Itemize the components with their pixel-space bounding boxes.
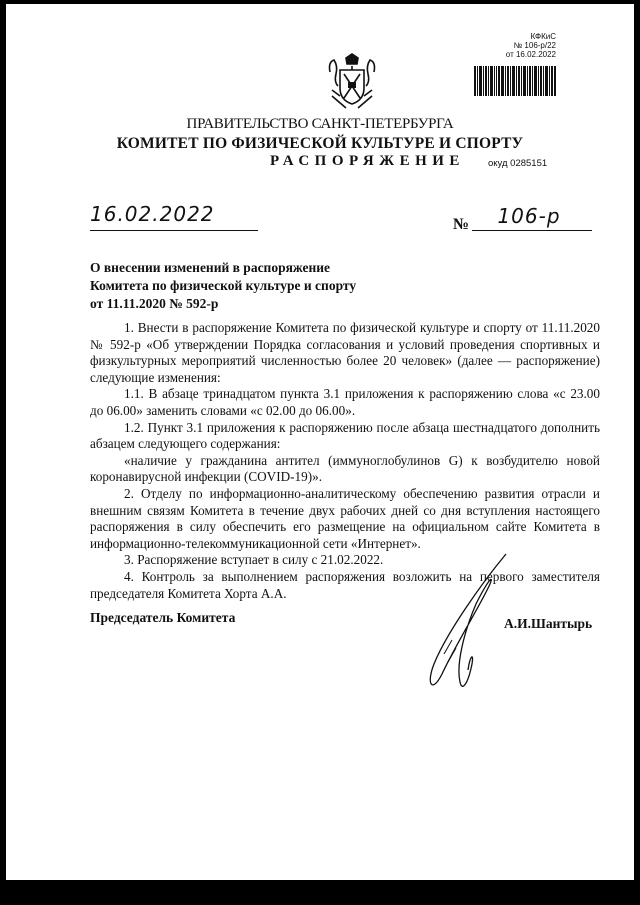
subject-line-2: Комитета по физической культуре и спорту <box>90 278 357 293</box>
paragraph-4: 4. Контроль за выполнением распоряжения возложить на первого заместителя председателя Комитета Хорта А.А. <box>90 568 600 601</box>
signatory-name: А.И.Шантырь <box>504 616 593 631</box>
handwritten-number: 106-р <box>497 204 561 228</box>
date-underline <box>90 230 258 231</box>
paragraph-3: 3. Распоряжение вступает в силу с 21.02.2022. <box>124 552 384 568</box>
stamp-line-1: КФКиС <box>530 32 556 41</box>
subject-line-1: О внесении изменений в распоряжение <box>90 260 331 275</box>
okud-code: окуд 0285151 <box>488 158 548 169</box>
document-type: РАСПОРЯЖЕНИЕ <box>270 153 465 169</box>
subject-line-3: от 11.11.2020 № 592-р <box>90 296 219 311</box>
stamp-line-3: от 16.02.2022 <box>505 50 556 59</box>
registration-stamp <box>476 32 556 59</box>
document-subject <box>90 259 356 313</box>
paragraph-1-1: 1.1. В абзаце тринадцатом пункта 3.1 приложения к распоряжению слова «с 23.00 до 06.00» заменить словами «с 02.00 до 06.00». <box>90 386 600 418</box>
st-petersburg-coat-of-arms-icon <box>326 52 378 110</box>
document-page <box>6 4 634 880</box>
handwritten-date: 16.02.2022 <box>90 202 215 226</box>
number-underline <box>472 230 592 231</box>
number-label: № <box>453 216 470 233</box>
signatory-title: Председатель Комитета <box>90 610 236 625</box>
barcode-icon <box>474 66 556 96</box>
stamp-line-2: № 106-р/22 <box>513 41 556 50</box>
paragraph-1-2: 1.2. Пункт 3.1 приложения к распоряжению после абзаца шестнадцатого дополнить абзацем следующего содержания: <box>90 419 600 452</box>
paragraph-2: 2. Отделу по информационно-аналитическому обеспечению развития отрасли и внешним связям Комитета в течение двух рабочих дней со дня вступления настоящего распоряжения в силу обеспечить его размещение на официальном сайте Комитета в информационно-телекоммуникационной сети «Интернет». <box>90 485 600 551</box>
paragraph-quote: «наличие у гражданина антител (иммуноглобулинов G) к возбудителю новой коронавирусной инфекции (COVID-19)». <box>90 452 600 485</box>
paragraph-1: 1. Внести в распоряжение Комитета по физической культуре и спорту от 11.11.2020 № 592-р «Об утверждении Порядка согласования и условий проведения спортивных и физкультурных мероприятий численностью более 20 человек» (далее — распоряжение) следующие изменения: <box>90 320 600 385</box>
committee-title: КОМИТЕТ ПО ФИЗИЧЕСКОЙ КУЛЬТУРЕ И СПОРТУ <box>116 135 524 152</box>
government-title: ПРАВИТЕЛЬСТВО САНКТ-ПЕТЕРБУРГА <box>186 116 454 132</box>
